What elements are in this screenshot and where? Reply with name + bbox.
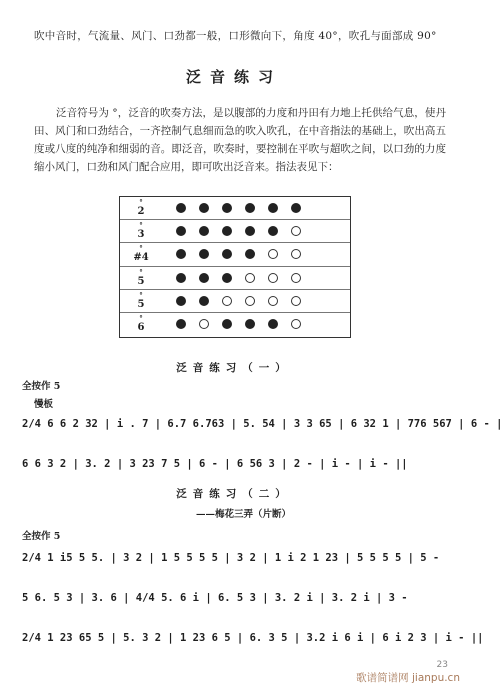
open-hole-icon (291, 249, 301, 259)
method-paragraph: 泛音符号为 °，泛音的吹奏方法，是以腹部的力度和丹田有力地上托供给气息，使丹田、风门和口劲结合，一齐控制气息细而急的吹入吹孔，在中音指法的基础上，吹出高五度或八度的纯净和细弱的音。即泛音，吹奏时，要控制在平吹与超吹之间，以口劲的力度缩小风门，口劲和风门配合应用，即可吹出泛音来。指法表见下： (34, 107, 446, 173)
closed-hole-icon (199, 203, 209, 213)
closed-hole-icon (245, 319, 255, 329)
closed-hole-icon (222, 273, 232, 283)
fingering-row (120, 197, 350, 220)
closed-hole-icon (176, 319, 186, 329)
closed-hole-icon (245, 203, 255, 213)
exercise-1-line-2: 6 6 3 2 | 3. 2 | 3 23 7 5 | 6 - | 6 56 3 | 2 - | i - | i - || (22, 458, 408, 470)
open-hole-icon (245, 296, 255, 306)
exercise-2-line-2: 5 6. 5 3 | 3. 6 | 4/4 5. 6 i | 6. 5 3 | 3. 2 i | 3. 2 i | 3 - (22, 592, 408, 604)
open-hole-icon (268, 249, 278, 259)
fingering-row (120, 290, 350, 313)
exercise-2-key: 全按作 5 (22, 531, 61, 542)
open-hole-icon (291, 319, 301, 329)
intro-line: 吹中音时，气流量、风门、口劲都一般，口形微向下，角度 40°，吹孔与面部成 90° (34, 30, 437, 42)
exercise-1-key: 全按作 5 (22, 381, 61, 392)
exercise-1-line-1: 2/4 6 6 2 32 | i . 7 | 6.7 6.763 | 5. 54 | 3 3 65 | 6 32 1 | 776 567 | 6 - | (22, 418, 502, 430)
open-hole-icon (222, 296, 232, 306)
closed-hole-icon (176, 226, 186, 236)
exercise-2-line-1: 2/4 1 i5 5 5. | 3 2 | 1 5 5 5 5 | 3 2 | 1 i 2 1 23 | 5 5 5 5 | 5 - (22, 552, 440, 564)
exercise-2-line-3: 2/4 1 23 65 5 | 5. 3 2 | 1 23 6 5 | 6. 3 5 | 3.2 i 6 i | 6 i 2 3 | i - || (22, 632, 484, 644)
fingering-chart (119, 196, 351, 338)
exercise-1-title: 泛音练习（一） (176, 362, 292, 374)
open-hole-icon (268, 296, 278, 306)
closed-hole-icon (222, 249, 232, 259)
open-hole-icon (291, 226, 301, 236)
closed-hole-icon (222, 319, 232, 329)
closed-hole-icon (268, 226, 278, 236)
closed-hole-icon (291, 203, 301, 213)
closed-hole-icon (222, 226, 232, 236)
fingering-row (120, 243, 350, 266)
watermark: 歌谱简谱网 jianpu.cn (356, 672, 460, 684)
closed-hole-icon (245, 226, 255, 236)
closed-hole-icon (199, 249, 209, 259)
fingering-note: ° 5 (137, 290, 145, 310)
closed-hole-icon (199, 226, 209, 236)
closed-hole-icon (199, 296, 209, 306)
open-hole-icon (245, 273, 255, 283)
section-title: 泛音练习 (185, 68, 282, 86)
closed-hole-icon (176, 249, 186, 259)
open-hole-icon (268, 273, 278, 283)
closed-hole-icon (222, 203, 232, 213)
fingering-note: ° 5 (137, 267, 145, 287)
closed-hole-icon (199, 273, 209, 283)
fingering-row (120, 220, 350, 243)
closed-hole-icon (268, 319, 278, 329)
closed-hole-icon (245, 249, 255, 259)
fingering-note: ° 3 (137, 221, 145, 241)
fingering-row (120, 267, 350, 290)
fingering-note: ° #4 (133, 244, 149, 264)
open-hole-icon (291, 296, 301, 306)
exercise-2-title: 泛音练习（二） (176, 488, 292, 500)
fingering-note: ° 6 (137, 314, 145, 333)
exercise-2-subtitle: ——梅花三弄（片断） (196, 509, 292, 520)
exercise-1-tempo: 慢板 (34, 399, 54, 410)
closed-hole-icon (268, 203, 278, 213)
page-number: 23 (436, 660, 448, 670)
open-hole-icon (199, 319, 209, 329)
fingering-row (120, 313, 350, 336)
closed-hole-icon (176, 273, 186, 283)
closed-hole-icon (176, 296, 186, 306)
fingering-note: ° 2 (137, 198, 145, 217)
open-hole-icon (291, 273, 301, 283)
closed-hole-icon (176, 203, 186, 213)
